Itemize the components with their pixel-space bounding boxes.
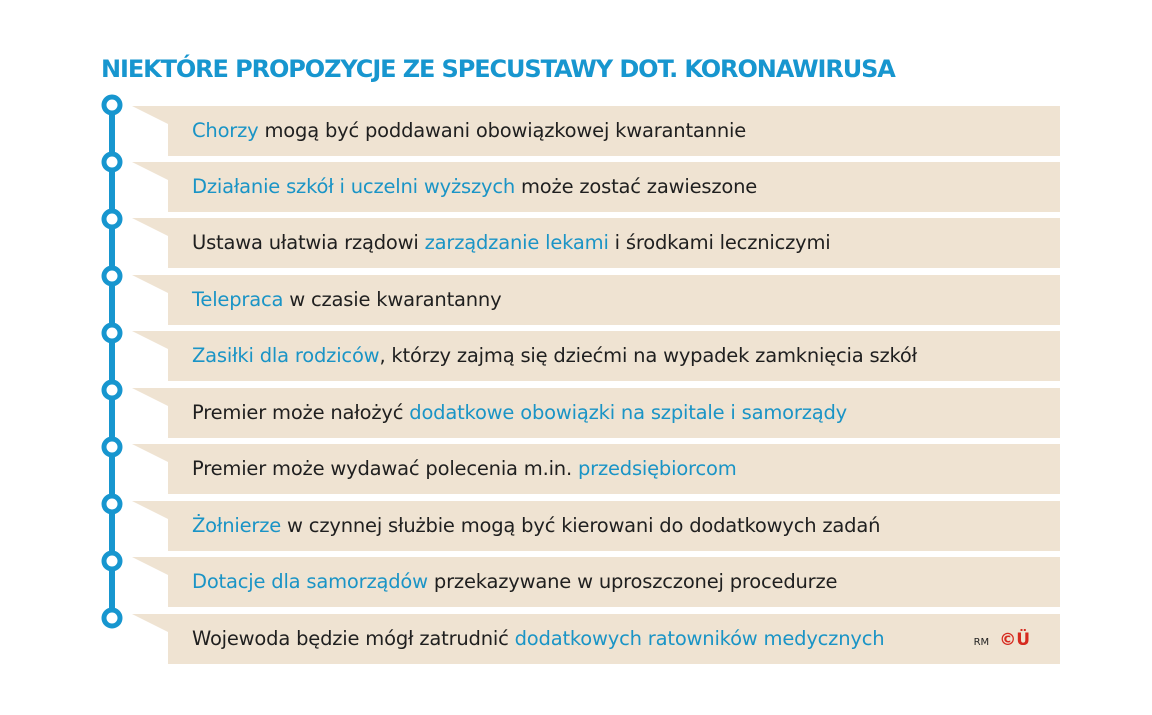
item-text — [192, 557, 950, 607]
item-text — [192, 331, 950, 381]
item-highlight: Dotacje dla samorządów — [192, 570, 428, 593]
item-text — [192, 388, 950, 438]
item-highlight: Żołnierze — [192, 514, 282, 537]
list-item — [132, 275, 1060, 325]
item-text-part: przekazywane w uproszczonej procedurze — [427, 570, 838, 593]
list-item — [132, 501, 1060, 551]
item-text — [192, 106, 950, 156]
list-item — [132, 557, 1060, 607]
timeline-node — [104, 496, 120, 512]
item-highlight: dodatkowych ratowników medycznych — [514, 627, 885, 650]
item-text — [192, 162, 950, 212]
item-text-part: w czynnej służbie mogą być kierowani do dodatkowych zadań — [281, 514, 881, 537]
item-text-part: , którzy zajmą się dziećmi na wypadek zamknięcia szkół — [379, 344, 917, 367]
item-highlight: zarządzanie lekami — [424, 231, 609, 254]
list-item — [132, 444, 1060, 494]
timeline-node — [104, 211, 120, 227]
item-text-part: w czasie kwarantanny — [283, 288, 502, 311]
timeline-node — [104, 97, 120, 113]
list-item — [132, 162, 1060, 212]
item-highlight: Działanie szkół i uczelni wyższych — [192, 175, 516, 198]
item-text — [192, 614, 950, 664]
item-text-part: Premier może nałożyć — [192, 401, 410, 424]
item-text-part: mogą być poddawani obowiązkowej kwarantannie — [258, 119, 746, 142]
item-highlight: przedsiębiorcom — [577, 457, 737, 480]
item-text-part: może zostać zawieszone — [515, 175, 758, 198]
list-item — [132, 331, 1060, 381]
timeline-node — [104, 325, 120, 341]
timeline-node — [104, 154, 120, 170]
credit-mark: ©Ü — [999, 630, 1030, 650]
list-item — [132, 218, 1060, 268]
item-highlight: Telepraca — [192, 288, 284, 311]
timeline-node — [104, 610, 120, 626]
item-highlight: Chorzy — [192, 119, 259, 142]
timeline-node — [104, 439, 120, 455]
timeline-node — [104, 268, 120, 284]
item-text-part: Ustawa ułatwia rządowi — [192, 231, 425, 254]
timeline-node — [104, 553, 120, 569]
list-item — [132, 106, 1060, 156]
item-text-part: i środkami leczniczymi — [608, 231, 831, 254]
item-highlight: Zasiłki dla rodziców — [192, 344, 380, 367]
item-text-part: Premier może wydawać polecenia m.in. — [192, 457, 578, 480]
timeline-node — [104, 382, 120, 398]
item-text — [192, 501, 950, 551]
credit-initials: RM — [973, 637, 990, 648]
item-highlight: dodatkowe obowiązki na szpitale i samorządy — [409, 401, 847, 424]
list-item — [132, 388, 1060, 438]
item-text-part: Wojewoda będzie mógł zatrudnić — [192, 627, 515, 650]
page-title: NIEKTÓRE PROPOZYCJE ZE SPECUSTAWY DOT. KORONAWIRUSA — [101, 55, 895, 83]
list-item — [132, 614, 1060, 664]
item-text — [192, 444, 950, 494]
credit — [974, 614, 1030, 664]
item-text — [192, 275, 950, 325]
item-text — [192, 218, 950, 268]
